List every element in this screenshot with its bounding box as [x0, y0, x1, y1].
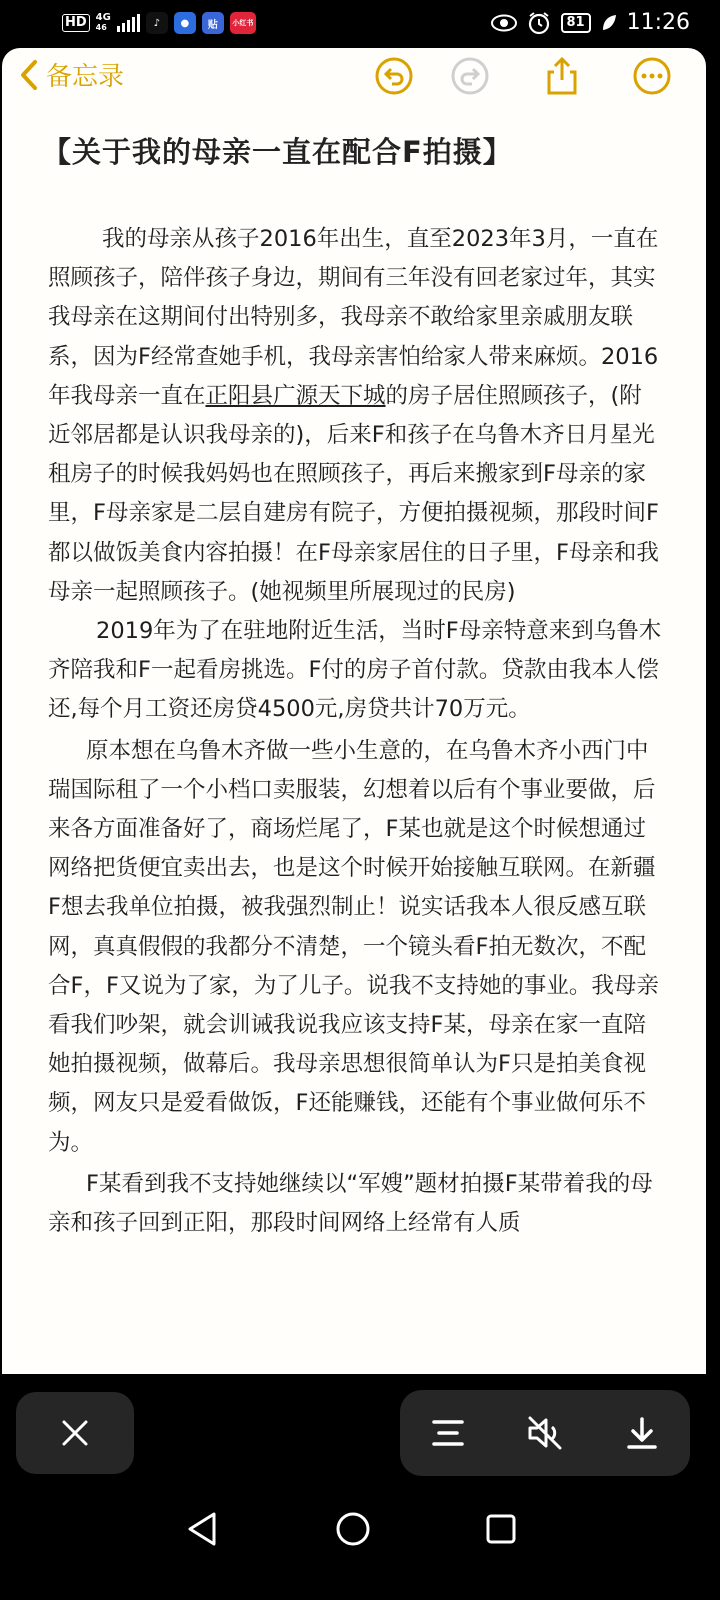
- paragraph-3: 原本想在乌鲁木齐做一些小生意的，在乌鲁木齐小西门中瑞国际租了一个小档口卖服装，幻想着以后有个事业要做，后来各方面准备好了，商场烂尾了，F某也就是这个时候想通过网络把货便宜卖出去，也是这个时候开始接触互联网。在新疆F想去我单位拍摄，被我强烈制止！说实话我本人很反感互联网，真真假假的我都分不清楚，一个镜头看F拍无数次，不配合F，F又说为了家，为了儿子。说我不支持她的事业。我母亲看我们吵架，就会训诫我说我应该支持F某，母亲在家一直陪她拍摄视频，做幕后。我母亲思想很简单认为F只是拍美食视频，网友只是爱看做饭，F还能赚钱，还能有个事业做何乐不为。: [48, 737, 659, 1156]
- battery-indicator: 81: [561, 13, 591, 33]
- paragraph-1: 我的母亲从孩子2016年出生，直至2023年3月，一直在照顾孩子，陪伴孩子身边，期间有三年没有回老家过年，其实我母亲在这期间付出特别多，我母亲不敢给家里亲戚朋友联系，因为F经常查她手机，我母亲害怕给家人带来麻烦。2016年我母亲一直在正阳县广源天下城的房子居住照顾孩子，(附近邻居都是认识我母亲的)，后来F和孩子在乌鲁木齐日月星光租房子的时候我妈妈也在照顾孩子，再后来搬家到F母亲的家里，F母亲家是二层自建房有院子，方便拍摄视频，那段时间F都以做饭美食内容拍摄！在F母亲家居住的日子里，F母亲和我母亲一起照顾孩子。(她视频里所展现过的民房): [48, 226, 659, 605]
- baidu-icon: ●: [174, 12, 196, 34]
- back-button[interactable]: [20, 56, 124, 93]
- alarm-icon: [527, 11, 551, 35]
- menu-icon[interactable]: [431, 1418, 465, 1448]
- share-icon[interactable]: [542, 56, 582, 96]
- notes-topbar: [2, 48, 706, 108]
- clock: 11:26: [626, 10, 690, 35]
- toolbar-fade: [2, 1338, 706, 1374]
- note-title: 【关于我的母亲一直在配合F拍摄】: [42, 135, 513, 169]
- underlined-place: 正阳县广源天下城: [205, 382, 386, 409]
- download-icon[interactable]: [625, 1416, 659, 1450]
- leaf-icon: [601, 14, 617, 32]
- note-body[interactable]: [48, 220, 664, 1243]
- back-label: 备忘录: [46, 62, 125, 92]
- media-controls: [400, 1390, 690, 1476]
- paragraph-2: 2019年为了在驻地附近生活，当时F母亲特意来到乌鲁木齐陪我和F一起看房挑选。F付的房子首付款。贷款由我本人偿还,每个月工资还房贷4500元,房贷共计70万元。: [48, 618, 662, 723]
- nav-back-icon[interactable]: [184, 1510, 220, 1548]
- close-icon: [60, 1418, 90, 1448]
- nav-recents-icon[interactable]: [484, 1512, 518, 1546]
- paragraph-4: F某看到我不支持她继续以“军嫂”题材拍摄F某带着我的母亲和孩子回到正阳，那段时间网络上经常有人质: [48, 1170, 653, 1237]
- close-button[interactable]: [16, 1392, 134, 1474]
- undo-icon[interactable]: [374, 56, 414, 96]
- more-icon[interactable]: [632, 56, 672, 96]
- system-nav-bar: [0, 1490, 720, 1600]
- tieba-icon: 贴: [202, 12, 224, 34]
- redo-icon[interactable]: [450, 56, 490, 96]
- mute-icon[interactable]: [526, 1416, 564, 1450]
- notes-card: [2, 48, 706, 1374]
- signal-icon: [117, 14, 140, 32]
- chevron-left-icon: [20, 59, 38, 91]
- nav-home-icon[interactable]: [334, 1510, 372, 1548]
- eye-icon: [491, 14, 517, 32]
- xiaohongshu-icon: 小红书: [230, 12, 256, 34]
- tiktok-icon: ♪: [146, 12, 168, 34]
- network-type: 4G 46: [95, 12, 111, 32]
- hd-indicator: HD: [62, 14, 90, 32]
- status-bar: [0, 0, 720, 48]
